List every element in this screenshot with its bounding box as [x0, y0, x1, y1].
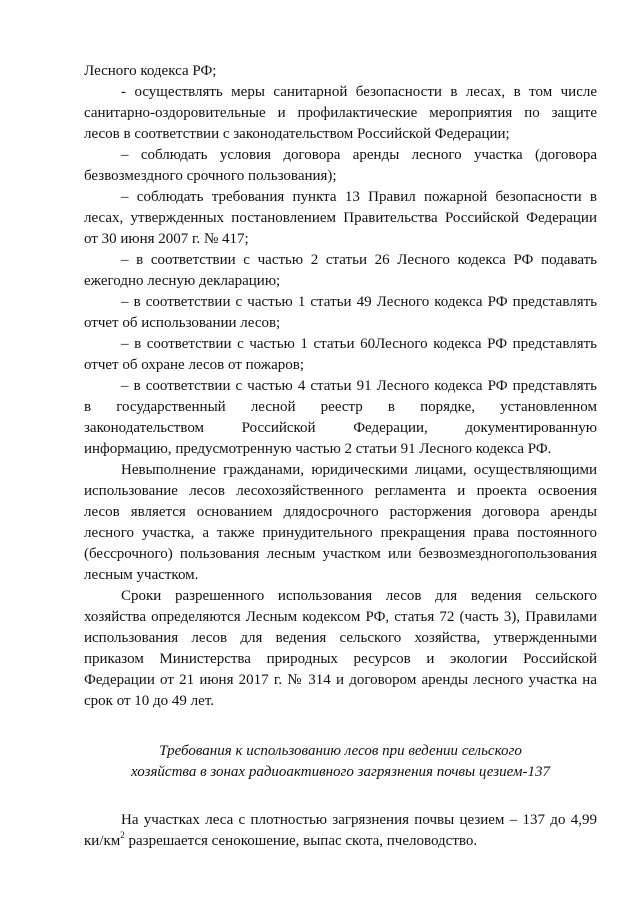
text-line: санитарно-оздоровительные и профилактические мероприятия по защите — [84, 105, 597, 121]
text-line: Невыполнение гражданами, юридическими лицами, осуществляющими — [121, 462, 597, 478]
text-line: На участках леса с плотностью загрязнения почвы цезием – 137 до 4,99 — [121, 812, 597, 828]
text-line: Лесного кодекса РФ; — [84, 63, 217, 79]
unit-exponent: 2 — [120, 830, 125, 840]
unit-label: ки/км — [84, 833, 121, 849]
text-line: отчет об использовании лесов; — [84, 315, 281, 331]
text-line: – в соответствии с частью 4 статьи 91 Лесного кодекса РФ представлять — [121, 378, 597, 394]
text-line: хозяйства определяются Лесным кодексом РФ, статья 72 (часть 3), Правилами — [84, 609, 597, 625]
section-heading: Требования к использованию лесов при ведении сельского — [159, 743, 522, 759]
text-line: отчет об охране лесов от пожаров; — [84, 357, 305, 373]
text-line: Сроки разрешенного использования лесов для ведения сельского — [121, 588, 597, 604]
text-line: использование лесов лесохозяйственного регламента и проекта освоения — [84, 483, 597, 499]
text-line: ежегодно лесную декларацию; — [84, 273, 281, 289]
text-line: лесов в соответствии с законодательством Российской Федерации; — [84, 126, 510, 142]
text-line: в государственный лесной реестр в порядке, установленном — [84, 399, 597, 415]
text-line: безвозмездного срочного пользования); — [84, 168, 337, 184]
text-line: – соблюдать условия договора аренды лесного участка (договора — [121, 147, 597, 163]
text-line: Федерации от 21 июня 2017 г. № 314 и договором аренды лесного участка на — [84, 672, 597, 688]
text-line: – соблюдать требования пункта 13 Правил пожарной безопасности в — [121, 189, 597, 205]
text-line: лесного участка, а также принудительного прекращения права постоянного — [84, 525, 597, 541]
text-line: лесов является основанием длядосрочного расторжения договора аренды — [84, 504, 597, 520]
text-fragment: разрешается сенокошение, выпас скота, пчеловодство. — [124, 833, 478, 849]
text-line: - осуществлять меры санитарной безопасности в лесах, в том числе — [121, 84, 597, 100]
text-line — [84, 832, 597, 850]
text-line: (бессрочного) пользования лесным участком или безвозмездногопользования — [84, 546, 597, 562]
text-line: срок от 10 до 49 лет. — [84, 693, 215, 709]
text-line: – в соответствии с частью 1 статьи 60Лесного кодекса РФ представлять — [121, 336, 597, 352]
text-line: лесах, утвержденных постановлением Правительства Российской Федерации — [84, 210, 597, 226]
text-line: – в соответствии с частью 1 статьи 49 Лесного кодекса РФ представлять — [121, 294, 597, 310]
section-heading: хозяйства в зонах радиоактивного загрязнения почвы цезием-137 — [131, 764, 550, 780]
text-line: законодательством Российской Федерации, документированную — [84, 420, 597, 436]
text-line: – в соответствии с частью 2 статьи 26 Лесного кодекса РФ подавать — [121, 252, 597, 268]
text-line: от 30 июня 2007 г. № 417; — [84, 231, 249, 247]
text-line: использования лесов для ведения сельского хозяйства, утвержденными — [84, 630, 597, 646]
text-line: информацию, предусмотренную частью 2 статьи 91 Лесного кодекса РФ. — [84, 441, 552, 457]
text-line: приказом Министерства природных ресурсов и экологии Российской — [84, 651, 597, 667]
text-line: лесным участком. — [84, 567, 199, 583]
